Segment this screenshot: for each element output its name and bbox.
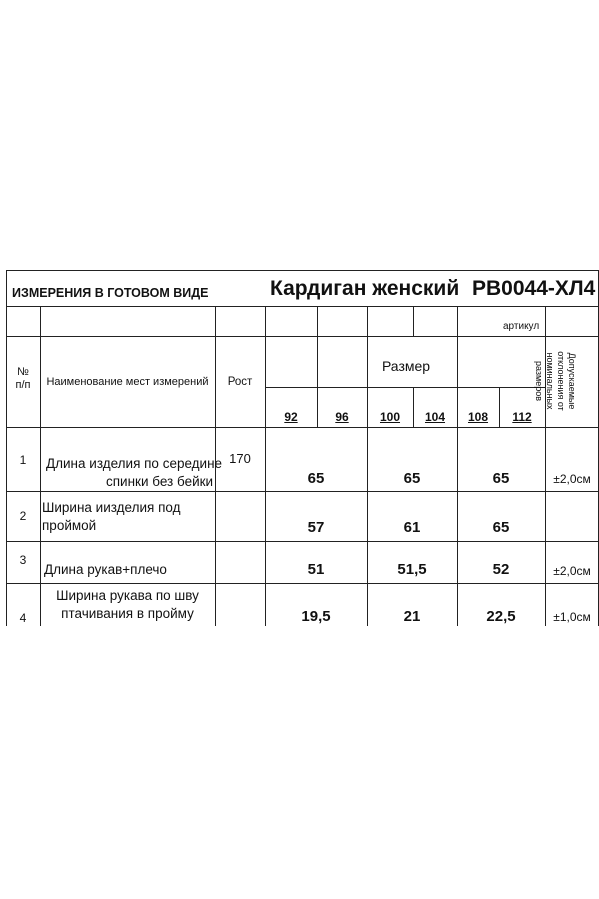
col-tolerance-header: [534, 336, 599, 427]
table-divider: [6, 491, 599, 492]
row-height: 170: [229, 451, 251, 466]
row-tolerance: ±2,0см: [553, 472, 591, 486]
row-name: Ширина рукава по шву: [56, 588, 199, 603]
table-divider: [457, 306, 458, 626]
row-value: 52: [492, 561, 510, 578]
tolerance-header-line: размеров: [534, 360, 544, 402]
row-tolerance: ±2,0см: [553, 564, 591, 578]
size-label: 92: [284, 410, 298, 424]
article-code: РВ0044-ХЛ4: [472, 277, 596, 300]
row-value: 51,5: [397, 561, 427, 578]
table-divider: [6, 336, 599, 337]
table-divider: [265, 387, 545, 388]
article-label: артикул: [503, 321, 540, 332]
table-border-left: [6, 270, 7, 626]
row-value: 19,5: [301, 608, 331, 625]
row-value: 21: [403, 608, 421, 625]
table-divider: [40, 306, 41, 626]
table-divider: [6, 427, 599, 428]
table-divider: [265, 306, 266, 626]
document-title: ИЗМЕРЕНИЯ В ГОТОВОМ ВИДЕ: [12, 286, 209, 300]
row-value: 61: [403, 519, 421, 536]
row-name: Длина изделия по середине: [46, 456, 223, 471]
product-name: Кардиган женский: [270, 277, 460, 300]
size-label: 108: [467, 410, 489, 424]
row-name: спинки без бейки: [106, 474, 214, 489]
tolerance-header-line: номинальных: [545, 352, 555, 410]
row-value: 57: [307, 519, 325, 536]
row-value: 65: [307, 470, 325, 487]
row-value: 22,5: [486, 608, 516, 625]
tolerance-header-line: отклонения от: [556, 351, 566, 411]
table-divider: [6, 541, 599, 542]
row-num: 3: [19, 553, 27, 567]
table-divider: [367, 306, 368, 626]
table-divider: [6, 583, 599, 584]
table-divider: [6, 306, 599, 307]
tolerance-header-line: Допускаемые: [567, 352, 577, 410]
size-label: 96: [335, 410, 349, 424]
row-name: птачивания в пройму: [61, 606, 194, 621]
measurement-table: [0, 270, 599, 626]
size-label: 104: [424, 410, 446, 424]
row-num: 4: [19, 611, 27, 625]
row-name: проймой: [42, 518, 97, 533]
row-num: 2: [19, 509, 27, 523]
row-tolerance: ±1,0см: [553, 610, 591, 624]
row-value: 65: [492, 519, 510, 536]
col-num-header: № п/п: [15, 366, 31, 391]
row-value: 65: [492, 470, 510, 487]
row-name: Длина рукав+плечо: [44, 562, 167, 577]
row-value: 65: [403, 470, 421, 487]
size-label: 112: [512, 410, 532, 424]
table-divider: [413, 306, 414, 337]
row-name: Ширина иизделия под: [42, 500, 181, 515]
col-size-header: Размер: [381, 358, 431, 374]
col-name-header: Наименование мест измерений: [46, 376, 209, 388]
table-border-top: [6, 270, 599, 271]
row-value: 51: [307, 561, 325, 578]
col-height-header: Рост: [227, 376, 253, 388]
size-label: 100: [379, 410, 401, 424]
row-num: 1: [19, 453, 27, 467]
